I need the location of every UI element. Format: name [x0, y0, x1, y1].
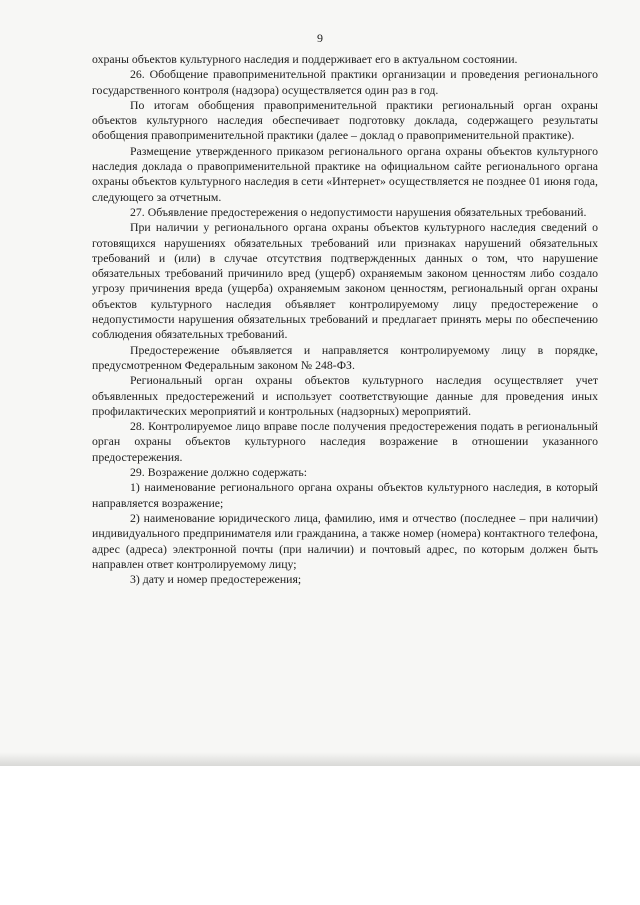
scan-bottom-edge — [0, 752, 640, 766]
paragraph-28: 28. Контролируемое лицо вправе после получения предостережения подать в региональный орган охраны объектов культурного наследия возражение в отношении указанного предостережения. — [92, 419, 598, 464]
list-item-3: 3) дату и номер предостережения; — [130, 572, 302, 587]
paragraph-report-publication: Размещение утвержденного приказом регионального органа охраны объектов культурного наследия доклада о правоприменительной практике на официальном сайте регионального органа охраны объектов культурного наследия в сети «Интернет» осуществляется не позднее 01 июня года, следующего за отчетным. — [92, 143, 598, 204]
paragraph-27: 27. Объявление предостережения о недопустимости нарушения обязательных требований. — [130, 204, 587, 219]
paragraph-warning-procedure: Предостережение объявляется и направляется контролируемому лицу в порядке, предусмотренном Федеральным законом № 248-ФЗ. — [92, 342, 598, 372]
document-body — [92, 52, 598, 587]
paragraph-warning-grounds: При наличии у регионального органа охраны объектов культурного наследия сведений о готовящихся нарушениях обязательных требований или признаках нарушений обязательных требований и (или) в случае отсутствия подтвержденных данных о том, что нарушение обязательных требований причинило вред (ущерб) охраняемым законом ценностям либо создало угрозу причинения вреда (ущерба) охраняемым законом ценностям, региональный орган охраны объектов культурного наследия объявляет контролируемому лицу предостережение о недопустимости нарушения обязательных требований и предлагает принять меры по обеспечению соблюдения обязательных требований. — [92, 220, 598, 342]
list-item-2: 2) наименование юридического лица, фамилию, имя и отчество (последнее – при наличии) индивидуального предпринимателя или гражданина, а также номер (номера) контактного телефона, адрес (адреса) электронной почты (при наличии) и почтовый адрес, по которым должен быть направлен ответ контролируемому лицу; — [92, 510, 598, 571]
paragraph-29: 29. Возражение должно содержать: — [130, 465, 308, 480]
paragraph-continuation: охраны объектов культурного наследия и поддерживает его в актуальном состоянии. — [92, 52, 518, 66]
page-number: 9 — [317, 31, 323, 45]
paragraph-report: По итогам обобщения правоприменительной практики региональный орган охраны объектов культурного наследия обеспечивает подготовку доклада, содержащего результаты обобщения правоприменительной практики (далее – доклад о правоприменительной практике). — [92, 97, 598, 143]
paragraph-26: 26. Обобщение правоприменительной практики организации и проведения регионального государственного контроля (надзора) осуществляется один раз в год. — [92, 67, 598, 97]
paragraph-warning-records: Региональный орган охраны объектов культурного наследия осуществляет учет объявленных предостережений и использует соответствующие данные для проведения иных профилактических мероприятий и контрольных (надзорных) мероприятий. — [92, 373, 598, 418]
list-item-1: 1) наименование регионального органа охраны объектов культурного наследия, в который направляется возражение; — [92, 480, 598, 510]
